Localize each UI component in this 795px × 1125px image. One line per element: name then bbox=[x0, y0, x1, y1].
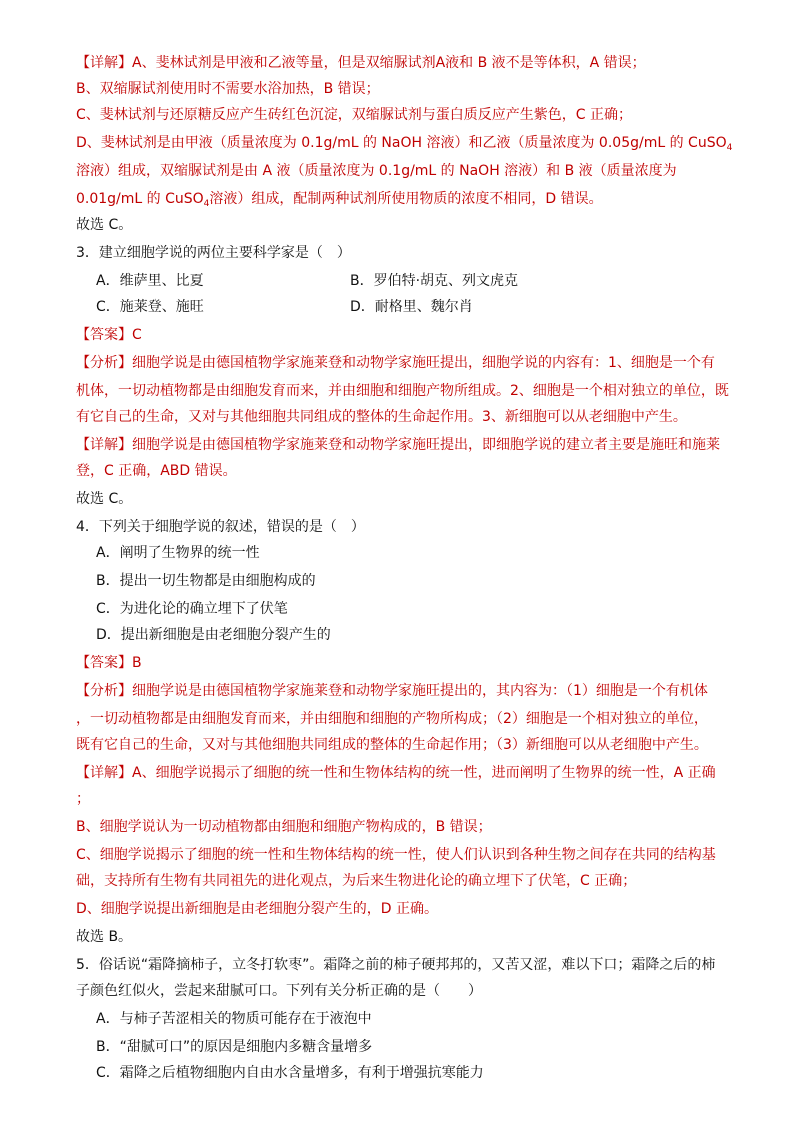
q5-option-a: A．与柿子苦涩相关的物质可能存在于液泡中 bbox=[96, 1011, 372, 1027]
q2-detail-a: 【详解】A、斐林试剂是甲液和乙液等量，但是双缩脲试剂A液和 B 液不是等体积，A 错误； bbox=[76, 55, 646, 71]
analysis-tag: 【分析】 bbox=[76, 683, 132, 699]
q3-option-b: B．罗伯特·胡克、列文虎克 bbox=[350, 273, 519, 289]
detail-tag: 【详解】 bbox=[76, 55, 132, 71]
q2-choose: 故选 C。 bbox=[76, 217, 133, 233]
q2-detail-d-line3: 0.01g/mL 的 CuSO$_4$溶液）组成，配制两种试剂所使用物质的浓度不相同，D 错误。 bbox=[76, 191, 603, 209]
q4-detail-c-line1: C、细胞学说揭示了细胞的统一性和生物体结构的统一性，使人们认识到各种生物之间存在共同的结构基 bbox=[76, 847, 716, 863]
q4-detail-c-line2: 础，支持所有生物有共同祖先的进化观点，为后来生物进化论的确立埋下了伏笔，C 正确； bbox=[76, 873, 637, 889]
q4-option-c: C．为进化论的确立埋下了伏笔 bbox=[96, 601, 288, 617]
q2-detail-d-line1: D、斐林试剂是由甲液（质量浓度为 0.1g/mL 的 NaOH 溶液）和乙液（质量浓度为 0.05g/mL 的 CuSO$_4$ bbox=[76, 135, 733, 153]
q3-analysis-line1: 【分析】细胞学说是由德国植物学家施莱登和动物学家施旺提出，细胞学说的内容有：1、细胞是一个有 bbox=[76, 355, 715, 371]
q4-analysis-line2: ，一切动植物都是由细胞发育而来，并由细胞和细胞的产物所构成；（2）细胞是一个相对独立的单位， bbox=[76, 711, 708, 727]
q2-detail-c: C、斐林试剂与还原糖反应产生砖红色沉淀，双缩脲试剂与蛋白质反应产生紫色，C 正确； bbox=[76, 107, 632, 123]
q4-detail-a-line2: ； bbox=[76, 791, 90, 807]
q2-detail-d-line2: 溶液）组成，双缩脲试剂是由 A 液（质量浓度为 0.1g/mL 的 NaOH 溶液）和 B 液（质量浓度为 bbox=[76, 163, 677, 179]
q5-option-c: C．霜降之后植物细胞内自由水含量增多，有利于增强抗寒能力 bbox=[96, 1065, 484, 1081]
q3-stem: 3．建立细胞学说的两位主要科学家是（ ） bbox=[76, 245, 351, 261]
q4-option-b: B．提出一切生物都是由细胞构成的 bbox=[96, 573, 316, 589]
answer-tag: 【答案】 bbox=[76, 327, 132, 343]
q3-option-d: D．耐格里、魏尔肖 bbox=[350, 299, 473, 315]
q5-stem-line1: 5．俗话说“霜降摘柿子，立冬打软枣”。霜降之前的柿子硬邦邦的，又苦又涩，难以下口；霜降之后的柿 bbox=[76, 957, 716, 973]
q3-analysis-line2: 机体，一切动植物都是由细胞发育而来，并由细胞和细胞产物所组成。2、细胞是一个相对独立的单位，既 bbox=[76, 383, 729, 399]
detail-tag: 【详解】 bbox=[76, 437, 132, 453]
q3-choose: 故选 C。 bbox=[76, 491, 133, 507]
q3-answer: 【答案】C bbox=[76, 327, 142, 343]
q3-detail-line1: 【详解】细胞学说是由德国植物学家施莱登和动物学家施旺提出，即细胞学说的建立者主要是施旺和施莱 bbox=[76, 437, 720, 453]
q4-answer: 【答案】B bbox=[76, 655, 142, 671]
q4-detail-a-line1: 【详解】A、细胞学说揭示了细胞的统一性和生物体结构的统一性，进而阐明了生物界的统一性，A 正确 bbox=[76, 765, 716, 781]
q4-analysis-line1: 【分析】细胞学说是由德国植物学家施莱登和动物学家施旺提出的，其内容为：（1）细胞是一个有机体 bbox=[76, 683, 708, 699]
q4-choose: 故选 B。 bbox=[76, 929, 133, 945]
q3-analysis-line3: 有它自己的生命，又对与其他细胞共同组成的整体的生命起作用。3、新细胞可以从老细胞中产生。 bbox=[76, 409, 687, 425]
answer-tag: 【答案】 bbox=[76, 655, 132, 671]
q4-option-a: A．阐明了生物界的统一性 bbox=[96, 545, 260, 561]
q3-option-a: A．维萨里、比夏 bbox=[96, 273, 204, 289]
detail-tag: 【详解】 bbox=[76, 765, 132, 781]
q5-option-b: B．“甜腻可口”的原因是细胞内多糖含量增多 bbox=[96, 1039, 373, 1055]
q3-detail-line2: 登，C 正确，ABD 错误。 bbox=[76, 463, 237, 479]
q4-analysis-line3: 既有它自己的生命，又对与其他细胞共同组成的整体的生命起作用；（3）新细胞可以从老细胞中产生。 bbox=[76, 737, 708, 753]
q4-detail-d: D、细胞学说提出新细胞是由老细胞分裂产生的，D 正确。 bbox=[76, 901, 439, 917]
q4-option-d: D．提出新细胞是由老细胞分裂产生的 bbox=[96, 627, 331, 643]
q2-detail-b: B、双缩脲试剂使用时不需要水浴加热，B 错误； bbox=[76, 81, 380, 97]
analysis-tag: 【分析】 bbox=[76, 355, 132, 371]
q4-stem: 4．下列关于细胞学说的叙述，错误的是（ ） bbox=[76, 519, 365, 535]
q3-option-c: C．施莱登、施旺 bbox=[96, 299, 204, 315]
q5-stem-line2: 子颜色红似火，尝起来甜腻可口。下列有关分析正确的是（ ） bbox=[76, 983, 482, 999]
q4-detail-b: B、细胞学说认为一切动植物都由细胞和细胞产物构成的，B 错误； bbox=[76, 819, 492, 835]
